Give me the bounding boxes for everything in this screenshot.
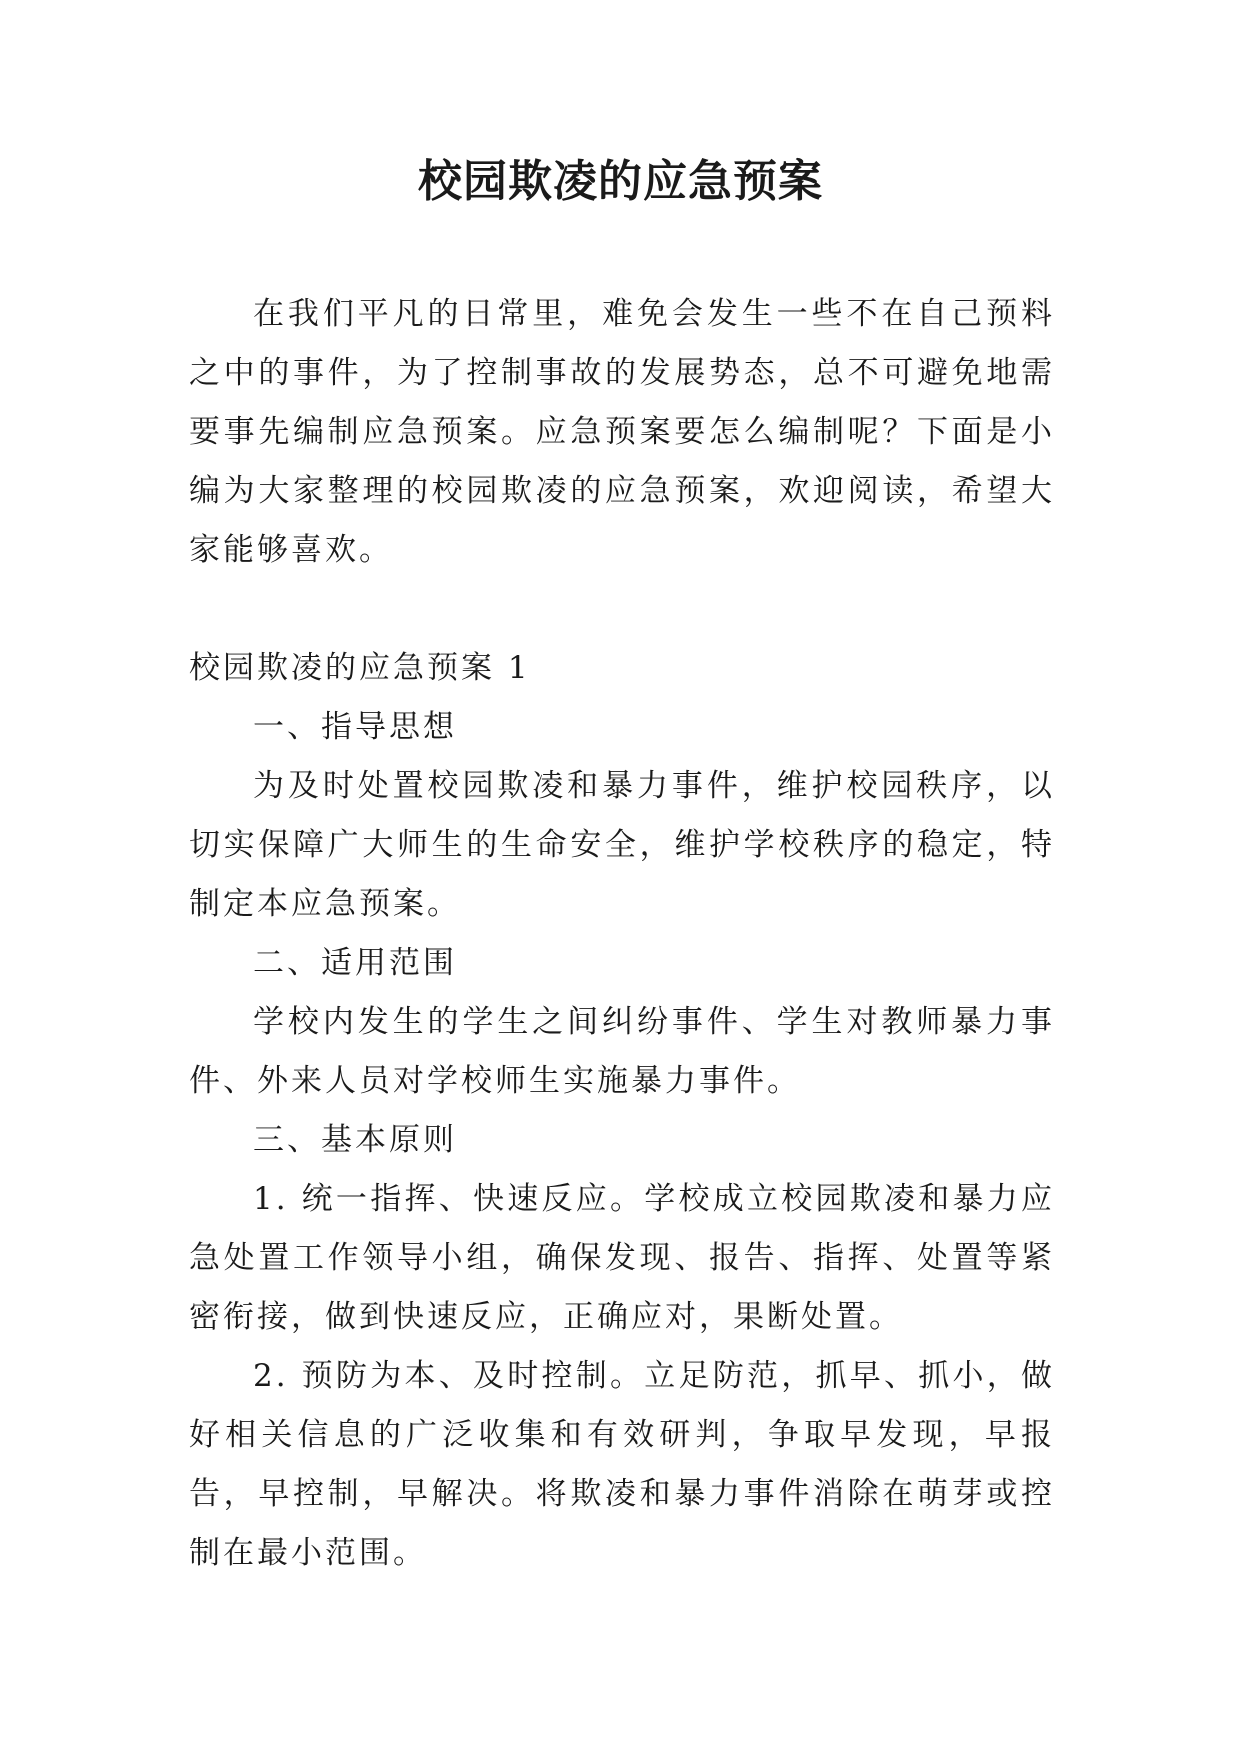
document-title: 校园欺凌的应急预案 xyxy=(418,156,823,207)
paragraph-principle-2: 2. 预防为本、及时控制。立足防范，抓早、抓小，做好相关信息的广泛收集和有效研判，争取早发现，早报告，早控制，早解决。将欺凌和暴力事件消除在萌芽或控制在最小范围。 xyxy=(189,1358,1055,1571)
paragraph-scope: 学校内发生的学生之间纠纷事件、学生对教师暴力事件、外来人员对学校师生实施暴力事件。 xyxy=(189,1004,1055,1099)
paragraph-principle-1: 1. 统一指挥、快速反应。学校成立校园欺凌和暴力应急处置工作领导小组，确保发现、报告、指挥、处置等紧密衔接，做到快速反应，正确应对，果断处置。 xyxy=(189,1181,1055,1335)
section-heading: 校园欺凌的应急预案 1 xyxy=(189,650,531,686)
paragraph-guiding-ideology: 为及时处置校园欺凌和暴力事件，维护校园秩序，以切实保障广大师生的生命安全，维护学校秩序的稳定，特制定本应急预案。 xyxy=(189,768,1055,922)
heading-principles: 三、基本原则 xyxy=(253,1122,457,1158)
intro-paragraph: 在我们平凡的日常里，难免会发生一些不在自己预料之中的事件，为了控制事故的发展势态，总不可避免地需要事先编制应急预案。应急预案要怎么编制呢？下面是小编为大家整理的校园欺凌的应急预案，欢迎阅读，希望大家能够喜欢。 xyxy=(189,296,1055,568)
heading-scope: 二、适用范围 xyxy=(253,945,457,981)
heading-guiding-ideology: 一、指导思想 xyxy=(253,709,457,745)
document-body xyxy=(189,285,1055,1583)
